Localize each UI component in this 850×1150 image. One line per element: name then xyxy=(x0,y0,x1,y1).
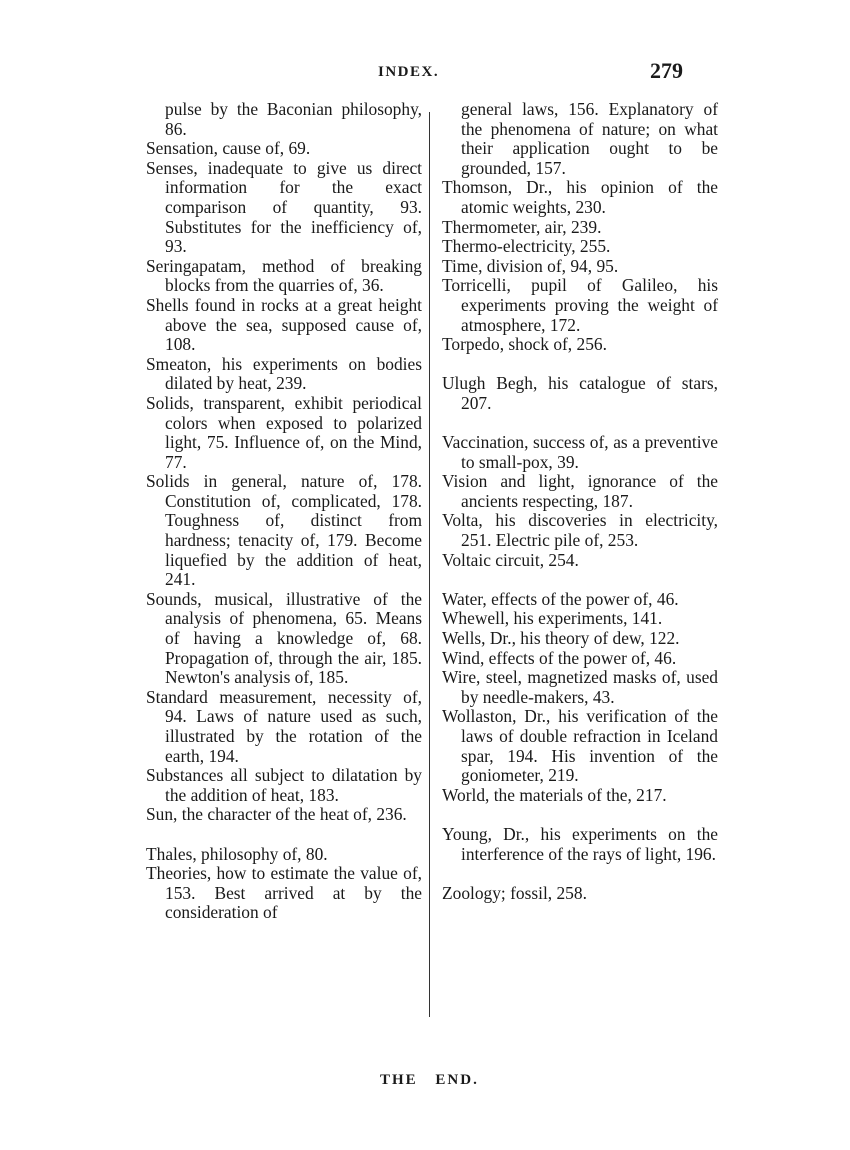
index-entry: World, the materials of the, 217. xyxy=(442,784,667,805)
index-entry: Torricelli, pupil of Galileo, his experiments proving the weight of atmosphere, 172. xyxy=(442,275,718,335)
section-gap xyxy=(442,864,718,884)
index-entry: Standard measurement, necessity of, 94. Laws of nature used as such, illustrated by the rotation of the earth, 194. xyxy=(146,686,422,766)
index-entry: Wells, Dr., his theory of dew, 122. xyxy=(442,628,680,649)
index-entry: Thomson, Dr., his opinion of the atomic weights, 230. xyxy=(442,177,718,217)
index-entry: Solids, transparent, exhibit periodical colors when exposed to polarized light, 75. Influence of, on the Mind, 77. xyxy=(146,392,422,472)
column-divider xyxy=(429,112,430,1017)
index-entry: Ulugh Begh, his catalogue of stars, 207. xyxy=(442,373,718,413)
index-entry: Wire, steel, magnetized masks of, used by needle-makers, 43. xyxy=(442,667,718,707)
section-gap xyxy=(442,414,718,434)
index-entry: Thermometer, air, 239. xyxy=(442,216,602,237)
index-entry: general laws, 156. Explanatory of the phenomena of nature; on what their application ought to be grounded, 157. xyxy=(461,99,718,178)
index-column-right xyxy=(442,100,718,903)
page-number: 279 xyxy=(650,58,683,83)
index-entry: Smeaton, his experiments on bodies dilated by heat, 239. xyxy=(146,353,422,394)
index-entry: Vaccination, success of, as a preventive to small-pox, 39. xyxy=(442,432,718,472)
section-gap xyxy=(442,805,718,825)
section-gap xyxy=(146,825,422,845)
index-entry: Theories, how to estimate the value of, 153. Best arrived at by the consideration of xyxy=(146,863,422,923)
index-entry: Voltaic circuit, 254. xyxy=(442,549,579,570)
index-entry: Young, Dr., his experiments on the interference of the rays of light, 196. xyxy=(442,823,718,864)
index-entry: Sounds, musical, illustrative of the analysis of phenomena, 65. Means of having a knowledge of, 68. Propagation of, through the air, 185. Newton's analysis of, 185. xyxy=(146,588,422,688)
index-entry: Thales, philosophy of, 80. xyxy=(146,843,328,864)
index-entry: Thermo-electricity, 255. xyxy=(442,236,611,257)
index-entry: Shells found in rocks at a great height above the sea, supposed cause of, 108. xyxy=(146,294,422,355)
the-end-footer: THE END. xyxy=(380,1072,479,1088)
index-entry: Wollaston, Dr., his verification of the laws of double refraction in Iceland spar, 194. His invention of the goniometer, 219. xyxy=(442,706,718,786)
index-entry: Sensation, cause of, 69. xyxy=(146,138,311,159)
index-entry: Wind, effects of the power of, 46. xyxy=(442,647,677,668)
index-entry: Torpedo, shock of, 256. xyxy=(442,334,607,355)
index-column-left xyxy=(146,100,422,923)
index-entry: Volta, his discoveries in electricity, 251. Electric pile of, 253. xyxy=(442,510,718,551)
index-entry: Whewell, his experiments, 141. xyxy=(442,608,663,629)
index-entry: pulse by the Baconian philosophy, 86. xyxy=(165,99,422,139)
section-gap xyxy=(442,355,718,375)
running-header: INDEX. xyxy=(378,64,440,80)
index-entry: Water, effects of the power of, 46. xyxy=(442,588,679,609)
index-entry: Sun, the character of the heat of, 236. xyxy=(146,804,407,825)
index-entry: Seringapatam, method of breaking blocks from the quarries of, 36. xyxy=(146,255,422,296)
index-entry: Substances all subject to dilatation by the addition of heat, 183. xyxy=(146,765,422,805)
index-entry: Vision and light, ignorance of the ancients respecting, 187. xyxy=(442,471,718,511)
index-entry: Solids in general, nature of, 178. Constitution of, complicated, 178. Toughness of, distinct from hardness; tenacity of, 179. Become liquefied by the addition of heat, 241. xyxy=(146,471,422,590)
index-entry: Time, division of, 94, 95. xyxy=(442,255,619,276)
index-entry: Senses, inadequate to give us direct information for the exact comparison of quantity, 93. Substitutes for the inefficiency of, 93. xyxy=(146,157,422,257)
index-entry: Zoology; fossil, 258. xyxy=(442,882,587,903)
section-gap xyxy=(442,570,718,590)
